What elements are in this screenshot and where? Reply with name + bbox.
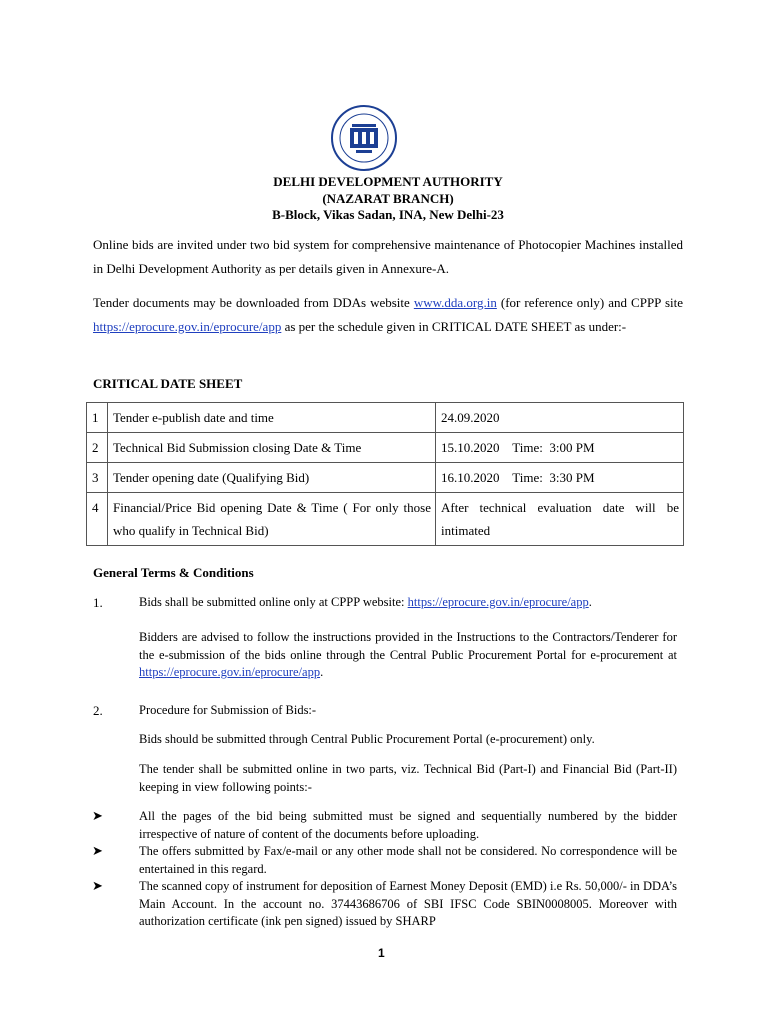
arrow-bullet-icon: ➤ — [92, 843, 103, 858]
org-address: B-Block, Vikas Sadan, INA, New Delhi-23 — [272, 207, 504, 222]
item-2-para2: The tender shall be submitted online in two parts, viz. Technical Bid (Part-I) and Financial Bid (Part-II) keeping in view following points:- — [139, 762, 677, 794]
table-row: 3 Tender opening date (Qualifying Bid) 16.10.2020 Time: 3:30 PM — [87, 463, 684, 493]
arrow-bullet-icon: ➤ — [92, 808, 103, 823]
item-1-text: Bids shall be submitted online only at CPPP website: https://eprocure.gov.in/eprocure/app. — [139, 595, 592, 609]
table-row: 2 Technical Bid Submission closing Date & Time 15.10.2020 Time: 3:00 PM — [87, 433, 684, 463]
item-2-heading: Procedure for Submission of Bids:- — [139, 703, 317, 717]
arrow-bullet-icon: ➤ — [92, 878, 103, 893]
download-paragraph: Tender documents may be downloaded from DDAs website www.dda.org.in (for reference only) and CPPP site https://eprocure.gov.in/eprocure/app as per the schedule given in CRITICAL DATE SHEET as under:- — [93, 295, 683, 334]
bullet-text: The scanned copy of instrument for deposition of Earnest Money Deposit (EMD) i.e Rs. 50,000/- in DDA’s Main Account. In the account no. 37443686706 of SBI IFSC Code SBIN0008005. Moreover with authorization certificate (ink pen signed) issued by SHARP — [139, 879, 677, 928]
table-row: 1 Tender e-publish date and time 24.09.2020 — [87, 403, 684, 433]
page-number: 1 — [378, 946, 385, 960]
org-name: DELHI DEVELOPMENT AUTHORITY — [273, 174, 503, 189]
eprocure-link[interactable]: https://eprocure.gov.in/eprocure/app — [407, 595, 589, 609]
intro-paragraph: Online bids are invited under two bid system for comprehensive maintenance of Photocopier Machines installed in Delhi Development Authority as per details given in Annexure-A. — [93, 237, 683, 276]
eprocure-link[interactable]: https://eprocure.gov.in/eprocure/app — [139, 665, 321, 679]
org-header — [93, 174, 683, 224]
bullet-text: The offers submitted by Fax/e-mail or any other mode shall not be considered. No correspondence will be entertained in this regard. — [139, 844, 677, 876]
item-number-2: 2. — [93, 703, 103, 718]
eprocure-link[interactable]: https://eprocure.gov.in/eprocure/app — [93, 318, 282, 334]
critical-date-table — [86, 402, 684, 546]
general-terms-heading: General Terms & Conditions — [93, 565, 254, 580]
item-1-instructions: Bidders are advised to follow the instructions provided in the Instructions to the Contractors/Tenderer for the e-submission of the bids online through the Central Public Procurement Portal for e-procurement at https://eprocure.gov.in/eprocure/app. — [139, 630, 677, 679]
dda-emblem-logo — [330, 104, 398, 172]
table-row: 4 Financial/Price Bid opening Date & Time ( For only those who qualify in Technical Bid) After technical evaluation date will be intimated — [87, 493, 684, 546]
dda-website-link[interactable]: www.dda.org.in — [413, 295, 497, 310]
item-number-1: 1. — [93, 595, 103, 610]
item-2-para1: Bids should be submitted through Central Public Procurement Portal (e-procurement) only. — [139, 732, 595, 746]
critical-date-sheet-heading: CRITICAL DATE SHEET — [93, 376, 243, 391]
org-branch: (NAZARAT BRANCH) — [322, 190, 454, 206]
bullet-text: All the pages of the bid being submitted must be signed and sequentially numbered by the bidder irrespective of nature of content of the documents before uploading. — [139, 809, 677, 841]
